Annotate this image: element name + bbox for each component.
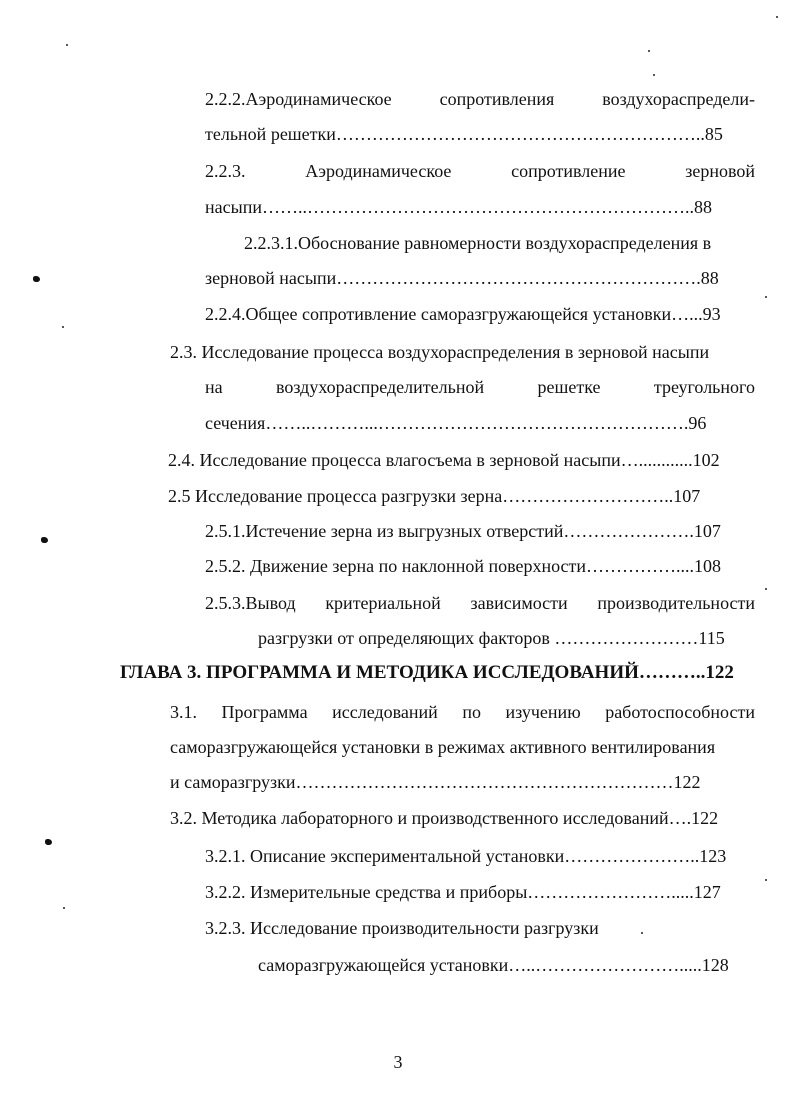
scan-speck <box>765 296 767 298</box>
scan-speck <box>648 50 650 52</box>
scan-speck <box>765 879 767 881</box>
word: зерновой <box>685 161 755 181</box>
word: 2.2.3. <box>205 161 246 181</box>
toc-2-5: 2.5 Исследование процесса разгрузки зерна………………………..107 <box>168 486 701 506</box>
toc-3-2: 3.2. Методика лабораторного и производственного исследований….122 <box>170 808 719 828</box>
toc-3-2-3-line1: 3.2.3. Исследование производительности разгрузки <box>205 918 599 938</box>
toc-2-5-2: 2.5.2. Движение зерна по наклонной поверхности……………....108 <box>205 556 722 576</box>
scan-speck <box>776 16 778 18</box>
word: 2.5.3.Вывод <box>205 593 296 613</box>
toc-2-2-2-line1 <box>205 88 755 110</box>
word: исследований <box>332 702 438 722</box>
toc-2-2-2-line2: тельной решетки……………………………………………………..85 <box>205 124 723 144</box>
scan-speck <box>62 326 64 328</box>
word: воздухораспредели- <box>602 89 755 109</box>
toc-2-2-3-line1 <box>205 160 755 182</box>
toc-3-2-1: 3.2.1. Описание экспериментальной установки…………………..123 <box>205 846 727 866</box>
scan-speck <box>41 537 48 543</box>
word: Программа <box>221 702 308 722</box>
toc-2-2-3-1-line1: 2.2.3.1.Обоснование равномерности воздухораспределения в <box>244 233 712 253</box>
toc-2-3-line3: сечения……..………...…………………………………………….96 <box>205 413 707 433</box>
word: критериальной <box>325 593 441 613</box>
word: решетке <box>537 377 601 397</box>
word: сопротивление <box>511 161 626 181</box>
toc-2-2-3-line2: насыпи……..………………………………………………………..88 <box>205 197 712 217</box>
scan-speck <box>66 44 68 46</box>
scan-speck <box>641 932 643 934</box>
word: производительности <box>597 593 755 613</box>
scan-speck <box>63 907 65 909</box>
word: зависимости <box>470 593 568 613</box>
toc-2-5-3-line2: разгрузки от определяющих факторов ……………………115 <box>258 628 725 648</box>
toc-chapter-3: ГЛАВА 3. ПРОГРАММА И МЕТОДИКА ИССЛЕДОВАНИЙ………..122 <box>120 662 734 683</box>
word: Аэродинамическое <box>305 161 452 181</box>
toc-2-5-3-line1 <box>205 592 755 614</box>
toc-3-1-line3: и саморазгрузки………………………………………………………122 <box>170 772 701 792</box>
toc-2-4: 2.4. Исследование процесса влагосъема в зерновой насыпи…............102 <box>168 450 720 470</box>
toc-2-5-1: 2.5.1.Истечение зерна из выгрузных отверстий………………….107 <box>205 521 721 541</box>
scan-speck <box>45 839 52 845</box>
toc-3-1-line1 <box>170 701 755 723</box>
word: сопротивления <box>439 89 555 109</box>
scan-speck <box>33 276 40 282</box>
toc-2-2-3-1-line2: зерновой насыпи…………………………………………………….88 <box>205 268 719 288</box>
toc-3-1-line2: саморазгружающейся установки в режимах активного вентилирования <box>170 737 716 757</box>
toc-2-3-line1: 2.3. Исследование процесса воздухораспределения в зерновой насыпи <box>170 342 710 362</box>
word: изучению <box>505 702 581 722</box>
word: работоспособности <box>605 702 755 722</box>
toc-2-2-4: 2.2.4.Общее сопротивление саморазгружающейся установки…...93 <box>205 304 721 324</box>
toc-3-2-3-line2: саморазгружающейся установки…..…………………….....128 <box>258 955 729 975</box>
word: на <box>205 377 223 397</box>
word: воздухораспределительной <box>276 377 485 397</box>
word: по <box>462 702 481 722</box>
scan-speck <box>653 74 655 76</box>
word: треугольного <box>653 377 755 397</box>
toc-3-2-2: 3.2.2. Измерительные средства и приборы…………………….....127 <box>205 882 721 902</box>
toc-2-3-line2 <box>205 376 755 398</box>
page-number: 3 <box>393 1052 403 1072</box>
word: 2.2.2.Аэродинамическое <box>205 89 392 109</box>
scan-speck <box>765 588 767 590</box>
word: 3.1. <box>170 702 197 722</box>
